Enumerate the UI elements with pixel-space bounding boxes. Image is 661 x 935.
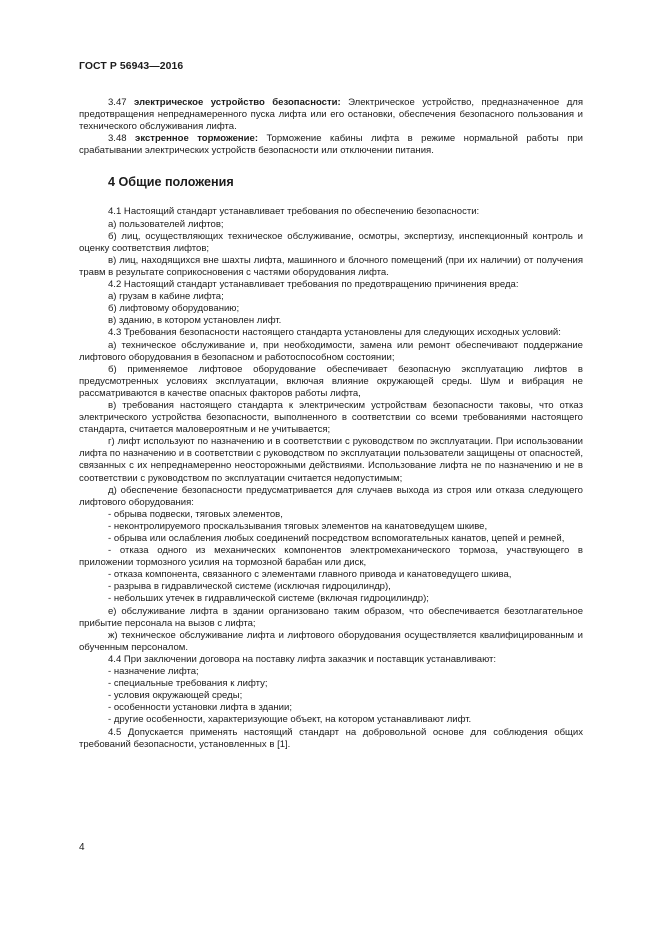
definition-term: экстренное торможение: xyxy=(135,133,259,145)
list-dash: - xyxy=(108,533,112,544)
list-dash: - xyxy=(108,702,112,714)
definition-3-47 xyxy=(79,97,583,133)
definition-number: 3.47 xyxy=(108,97,127,108)
list-item: - назначение лифта; xyxy=(108,666,199,678)
list-item: - разрыва в гидравлической системе (исключая гидроцилиндр), xyxy=(108,581,391,593)
document-header: ГОСТ Р 56943—2016 xyxy=(79,61,184,72)
paragraph: е) обслуживание лифта в здании организовано таким образом, что обеспечивается безотлагательное прибытие персонала на вызов с лифта; xyxy=(79,605,583,629)
list-item: - отказа компонента, связанного с элементами главного привода и канатоведущего шкива, xyxy=(108,569,512,581)
definition-text: Электрическое устройство, предназначенное для предотвращения непреднамеренного пуска лифта или его остановки, обеспечения безопасного пользования и технического обслуживания лифта. xyxy=(79,97,584,133)
paragraph: в) зданию, в котором установлен лифт. xyxy=(108,315,282,327)
definition-text: Торможение кабины лифта в режиме нормальной работы при срабатывании электрических устройств безопасности или отключении питания. xyxy=(79,133,584,157)
document-body xyxy=(79,97,583,751)
list-dash: - xyxy=(108,593,112,605)
paragraph: б) лифтовому оборудованию; xyxy=(108,303,240,315)
paragraph: 4.3 Требования безопасности настоящего стандарта установлены для следующих исходных условий: xyxy=(108,327,561,339)
paragraph: ж) техническое обслуживание лифта и лифтового оборудования осуществляется квалифицированным и обученным персоналом. xyxy=(79,629,583,653)
list-item: - особенности установки лифта в здании; xyxy=(108,702,292,714)
definition-3-48 xyxy=(79,133,583,157)
list-item: - специальные требования к лифту; xyxy=(108,678,268,690)
paragraph: 4.1 Настоящий стандарт устанавливает требования по обеспечению безопасности: xyxy=(108,206,480,218)
section-heading: 4 Общие положения xyxy=(108,175,234,190)
list-dash: - xyxy=(108,520,112,532)
paragraph: а) пользователей лифтов; xyxy=(108,218,224,230)
paragraph: б) применяемое лифтовое оборудование обеспечивает безопасную эксплуатацию лифтов в предусмотренных условиях эксплуатации, включая влияние окружающей среды. Шум и вибрация не рассматриваются в качестве опасных факторов работы лифта, xyxy=(79,363,583,399)
list-item: - условия окружающей среды; xyxy=(108,690,243,702)
list-item: - обрыва или ослабления любых соединений посредством вспомогательных канатов, цепей и ремней, xyxy=(108,533,565,544)
list-dash: - xyxy=(108,508,112,520)
page-number: 4 xyxy=(79,842,85,853)
definition-number: 3.48 xyxy=(108,133,127,145)
list-dash: - xyxy=(108,666,112,678)
paragraph: д) обеспечение безопасности предусматривается для случаев выхода из строя или отказа следующего лифтового оборудования: xyxy=(79,484,583,508)
paragraph: 4.2 Настоящий стандарт устанавливает требования по предотвращению причинения вреда: xyxy=(108,279,519,291)
list-item: - отказа одного из механических компонентов электромеханического тормоза, участвующего в приложении тормозного усилия на тормозной барабан или диск, xyxy=(79,545,583,569)
paragraph: в) требования настоящего стандарта к электрическим устройствам безопасности таковы, что отказ электрического устройства безопасности, выполненного в соответствии со всеми требованиями настоящего стандарта, считается маловероятным и не учитывается; xyxy=(79,399,583,436)
list-item: - неконтролируемого проскальзывания тяговых элементов на канатоведущем шкиве, xyxy=(108,520,488,532)
list-dash: - xyxy=(108,545,112,557)
list-dash: - xyxy=(108,714,112,726)
list-dash: - xyxy=(108,581,112,593)
list-dash: - xyxy=(108,678,112,690)
paragraph: 4.5 Допускается применять настоящий стандарт на добровольной основе для соблюдения общих требований безопасности, установленных в [1]. xyxy=(79,726,583,750)
list-dash: - xyxy=(108,690,112,702)
paragraph: 4.4 При заключении договора на поставку лифта заказчик и поставщик устанавливают: xyxy=(108,653,497,665)
list-dash: - xyxy=(108,569,112,581)
paragraph: б) лиц, осуществляющих техническое обслуживание, осмотры, экспертизу, инспекционный контроль и оценку соответствия лифтов; xyxy=(79,230,583,254)
paragraph: а) грузам в кабине лифта; xyxy=(108,291,224,303)
list-item: - небольших утечек в гидравлической системе (включая гидроцилиндр); xyxy=(108,593,429,605)
list-item: - другие особенности, характеризующие объект, на котором устанавливают лифт. xyxy=(108,714,472,726)
list-item: - обрыва подвески, тяговых элементов, xyxy=(108,508,283,520)
definition-term: электрическое устройство безопасности: xyxy=(134,97,341,108)
paragraph: а) техническое обслуживание и, при необходимости, замена или ремонт обеспечивают поддержание лифтового оборудования в безопасном и работоспособном состоянии; xyxy=(79,339,583,363)
paragraph: в) лиц, находящихся вне шахты лифта, машинного и блочного помещений (при их наличии) от получения травм в результате соприкосновения с частями оборудования лифта. xyxy=(79,254,583,278)
paragraph: г) лифт используют по назначению и в соответствии с руководством по эксплуатации. При использовании лифта по назначению и в соответствии с руководством по эксплуатации пользователи защищены от опасностей, связанных с их непреднамеренно неосторожными действиями. Использование лифта не по назначению и не в соответствии с руководством по эксплуатации считается недопустимым; xyxy=(79,436,583,484)
